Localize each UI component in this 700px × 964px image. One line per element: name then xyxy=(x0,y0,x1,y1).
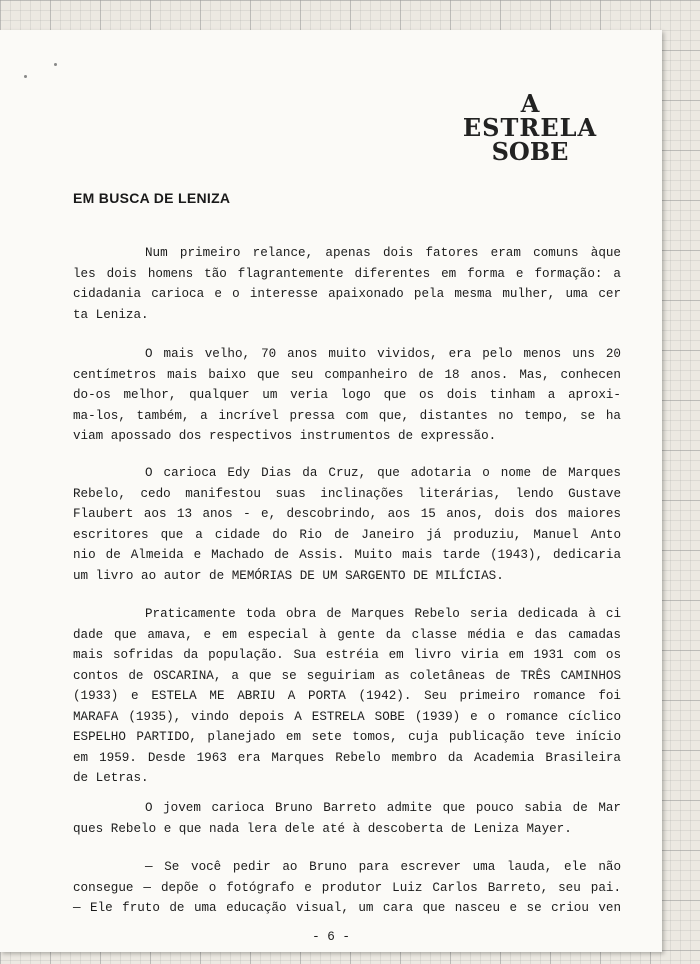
text-line: do-os melhor, qualquer um veria logo que os dois tinham a aproxi- xyxy=(73,388,621,402)
page-number: - 6 - xyxy=(312,930,350,944)
text-line: ma-los, também, a incrível pressa com que, distantes no tempo, se ha xyxy=(73,408,621,423)
text-line: contos de OSCARINA, a que se seguiriam as coletâneas de TRÊS CAMINHOS xyxy=(73,668,621,683)
paragraph-2 xyxy=(73,344,621,447)
text-line: MARAFA (1935), vindo depois A ESTRELA SOBE (1939) e o romance cíclico xyxy=(73,709,621,724)
text-line: de Letras. xyxy=(73,771,149,785)
text-line: ESPELHO PARTIDO, planejado em sete tomos, cuja publicação teve início xyxy=(73,730,621,744)
paragraph-1 xyxy=(73,243,621,325)
text-line: consegue — depõe o fotógrafo e produtor Luiz Carlos Barreto, seu pai. xyxy=(73,880,621,895)
text-line: — Se você pedir ao Bruno para escrever uma lauda, ele não xyxy=(145,860,621,874)
paragraph-6 xyxy=(73,857,621,919)
text-line: ta Leniza. xyxy=(73,307,149,322)
text-line: Praticamente toda obra de Marques Rebelo seria dedicada à ci xyxy=(145,607,621,621)
text-line: O carioca Edy Dias da Cruz, que adotaria o nome de Marques xyxy=(145,466,621,480)
text-line: Num primeiro relance, apenas dois fatores eram comuns àque xyxy=(145,246,621,260)
text-line: ques Rebelo e que nada lera dele até à descoberta de Leniza Mayer. xyxy=(73,821,572,836)
text-line: (1933) e ESTELA ME ABRIU A PORTA (1942). Seu primeiro romance foi xyxy=(73,689,621,703)
text-line: escritores que a cidade do Rio de Janeiro já produziu, Manuel Anto xyxy=(73,527,621,542)
text-line: Rebelo, cedo manifestou suas inclinações literárias, lendo Gustave xyxy=(73,486,621,501)
text-line: um livro ao autor de MEMÓRIAS DE UM SARGENTO DE MILÍCIAS. xyxy=(73,568,504,583)
paragraph-4 xyxy=(73,604,621,789)
text-line: — Ele fruto de uma educação visual, um cara que nasceu e se criou ven xyxy=(73,901,621,915)
document-page xyxy=(0,30,662,952)
binder-hole xyxy=(24,75,27,78)
text-line: O jovem carioca Bruno Barreto admite que pouco sabia de Mar xyxy=(145,801,621,815)
paragraph-5 xyxy=(73,798,621,839)
section-heading: EM BUSCA DE LENIZA xyxy=(73,190,231,206)
text-line: O mais velho, 70 anos muito vividos, era pelo menos uns 20 xyxy=(145,347,621,361)
text-line: mais sofridas da população. Sua estréia em livro viria em 1931 com os xyxy=(73,648,621,662)
logo-line-2: ESTRELA xyxy=(462,113,598,142)
title-logo xyxy=(450,89,610,166)
text-line: Flaubert aos 13 anos - e, descobrindo, aos 15 anos, dois dos maiores xyxy=(73,507,621,521)
binder-hole xyxy=(54,63,57,66)
logo-line-3: SOBE xyxy=(491,137,569,166)
text-line: dade que amava, e em especial à gente da classe média e das camadas xyxy=(73,627,621,642)
paragraph-3 xyxy=(73,463,621,586)
logo-line-1: A xyxy=(520,89,540,118)
text-line: em 1959. Desde 1963 era Marques Rebelo membro da Academia Brasileira xyxy=(73,750,621,765)
text-line: viam apossado dos respectivos instrumentos de expressão. xyxy=(73,429,497,443)
text-line: nio de Almeida e Machado de Assis. Muito mais tarde (1943), dedicaria xyxy=(73,548,621,562)
text-line: centímetros mais baixo que seu companheiro de 18 anos. Mas, conhecen xyxy=(73,367,621,382)
text-line: cidadania carioca e o interesse apaixonado pela mesma mulher, uma cer xyxy=(73,287,621,301)
text-line: les dois homens tão flagrantemente diferentes em forma e formação: a xyxy=(73,266,621,281)
